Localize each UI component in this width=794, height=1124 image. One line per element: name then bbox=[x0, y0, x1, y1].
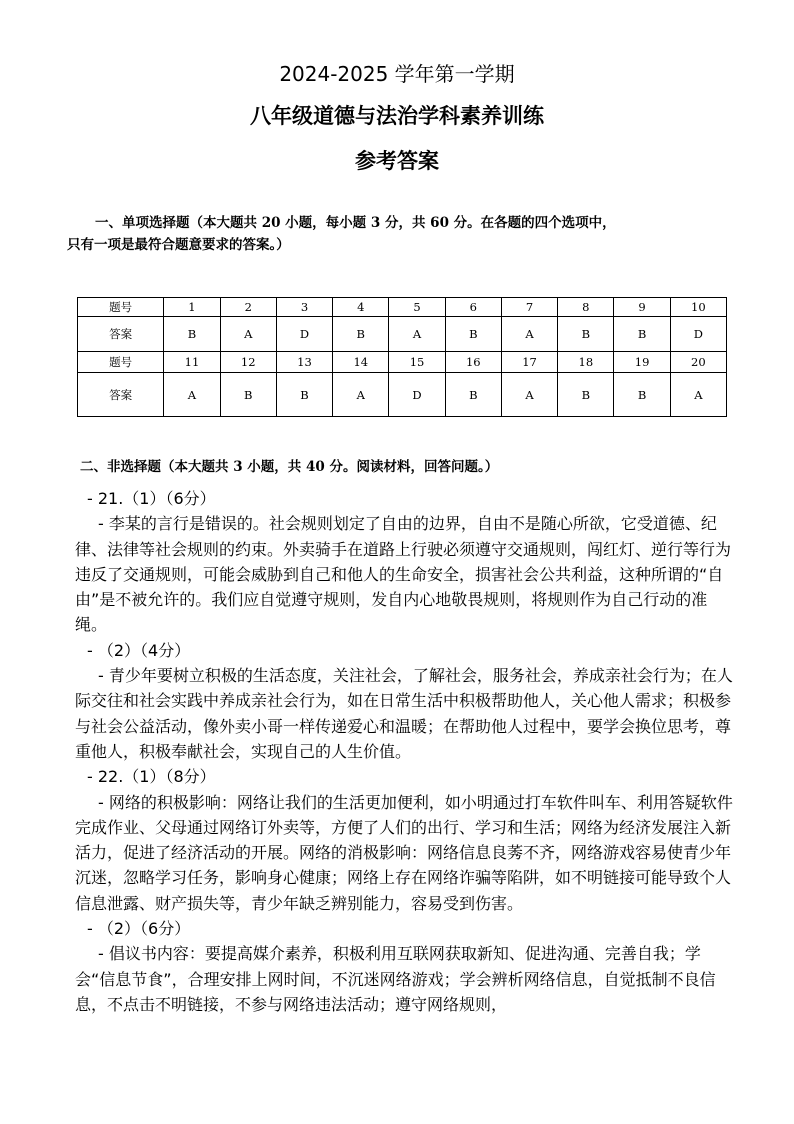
table-cell: D bbox=[389, 373, 445, 417]
table-cell: 13 bbox=[276, 352, 332, 373]
table-cell: 8 bbox=[558, 298, 614, 317]
table-cell: B bbox=[333, 317, 389, 352]
question-21-1-label: - 21.（1）（6分） bbox=[87, 489, 216, 508]
table-cell: 3 bbox=[276, 298, 332, 317]
table-cell: A bbox=[389, 317, 445, 352]
table-cell: 14 bbox=[333, 352, 389, 373]
table-cell: 16 bbox=[445, 352, 501, 373]
section-2-heading: 二、非选择题（本大题共 3 小题，共 40 分。阅读材料，回答问题。） bbox=[80, 459, 499, 475]
table-cell: 11 bbox=[164, 352, 220, 373]
section-1-heading bbox=[67, 212, 715, 256]
question-22-1-label: - 22.（1）（8分） bbox=[87, 767, 216, 787]
row-label: 答案 bbox=[78, 373, 164, 417]
table-cell: B bbox=[558, 373, 614, 417]
answer-body bbox=[75, 486, 735, 1017]
table-cell: A bbox=[670, 373, 726, 417]
table-row-numbers-1 bbox=[78, 298, 727, 317]
row-label: 答案 bbox=[78, 317, 164, 352]
table-cell: B bbox=[164, 317, 220, 352]
table-cell: 18 bbox=[558, 352, 614, 373]
question-21-1-answer: - 李某的言行是错误的。社会规则划定了自由的边界，自由不是随心所欲，它受道德、纪律、法律等社会规则的约束。外卖骑手在道路上行驶必须遵守交通规则，闯红灯、逆行等行为违反了交通规则，可能会威胁到自己和他人的生命安全，损害社会公共利益，这种所谓的“自由”是不被允许的。我们应自觉遵守规则，发自内心地敬畏规则，将规则作为自己行动的准绳。 bbox=[75, 514, 732, 635]
table-cell: D bbox=[276, 317, 332, 352]
row-label: 题号 bbox=[78, 352, 164, 373]
table-cell: A bbox=[164, 373, 220, 417]
table-cell: 1 bbox=[164, 298, 220, 317]
table-cell: 2 bbox=[220, 298, 276, 317]
table-cell: B bbox=[445, 373, 501, 417]
table-cell: A bbox=[333, 373, 389, 417]
question-22-2-label: - （2）（6分） bbox=[87, 919, 191, 939]
row-label: 题号 bbox=[78, 298, 164, 317]
table-cell: B bbox=[614, 373, 670, 417]
table-cell: 9 bbox=[614, 298, 670, 317]
question-22-2-answer: - 倡议书内容：要提高媒介素养，积极利用互联网获取新知、促进沟通、完善自我；学会“信息节食”，合理安排上网时间，不沉迷网络游戏；学会辨析网络信息，自觉抵制不良信息，不点击不明链接，不参与网络违法活动；遵守网络规则， bbox=[75, 944, 716, 1014]
table-cell: 15 bbox=[389, 352, 445, 373]
table-cell: 7 bbox=[501, 298, 557, 317]
term-heading: 2024-2025 学年第一学期 bbox=[279, 62, 515, 86]
table-row-answers-2 bbox=[78, 373, 727, 417]
section-1-line-2: 只有一项是最符合题意要求的答案。） bbox=[67, 237, 290, 253]
table-cell: A bbox=[501, 373, 557, 417]
table-cell: B bbox=[445, 317, 501, 352]
table-row-answers-1 bbox=[78, 317, 727, 352]
question-21-2-label: - （2）（4分） bbox=[87, 640, 191, 660]
question-22-1-answer: - 网络的积极影响：网络让我们的生活更加便利，如小明通过打车软件叫车、利用答疑软件完成作业、父母通过网络订外卖等，方便了人们的出行、学习和生活；网络为经济发展注入新活力，促进了经济活动的开展。网络的消极影响：网络信息良莠不齐，网络游戏容易使青少年沉迷，忽略学习任务，影响身心健康；网络上存在网络诈骗等陷阱，如不明链接可能导致个人信息泄露、财产损失等，青少年缺乏辨别能力，容易受到伤害。 bbox=[75, 792, 733, 913]
table-cell: 4 bbox=[333, 298, 389, 317]
table-cell: 5 bbox=[389, 298, 445, 317]
table-cell: A bbox=[220, 317, 276, 352]
table-cell: B bbox=[220, 373, 276, 417]
table-row-numbers-2 bbox=[78, 352, 727, 373]
document-subtitle: 参考答案 bbox=[355, 148, 439, 173]
section-1-line-1: 一、单项选择题（本大题共 20 小题，每小题 3 分，共 60 分。在各题的四个选项中， bbox=[95, 215, 616, 231]
table-cell: D bbox=[670, 317, 726, 352]
table-cell: 17 bbox=[501, 352, 557, 373]
table-cell: 6 bbox=[445, 298, 501, 317]
table-cell: 19 bbox=[614, 352, 670, 373]
table-cell: A bbox=[501, 317, 557, 352]
table-cell: 12 bbox=[220, 352, 276, 373]
document-title: 八年级道德与法治学科素养训练 bbox=[250, 103, 544, 128]
question-21-2-answer: - 青少年要树立积极的生活态度，关注社会，了解社会，服务社会，养成亲社会行为；在人际交往和社会实践中养成亲社会行为，如在日常生活中积极帮助他人，关心他人需求；积极参与社会公益活动，像外卖小哥一样传递爱心和温暖；在帮助他人过程中，要学会换位思考，尊重他人，积极奉献社会，实现自己的人生价值。 bbox=[75, 666, 733, 761]
table-cell: 10 bbox=[670, 298, 726, 317]
table-cell: 20 bbox=[670, 352, 726, 373]
table-cell: B bbox=[614, 317, 670, 352]
answer-table bbox=[77, 297, 727, 417]
table-cell: B bbox=[558, 317, 614, 352]
table-cell: B bbox=[276, 373, 332, 417]
